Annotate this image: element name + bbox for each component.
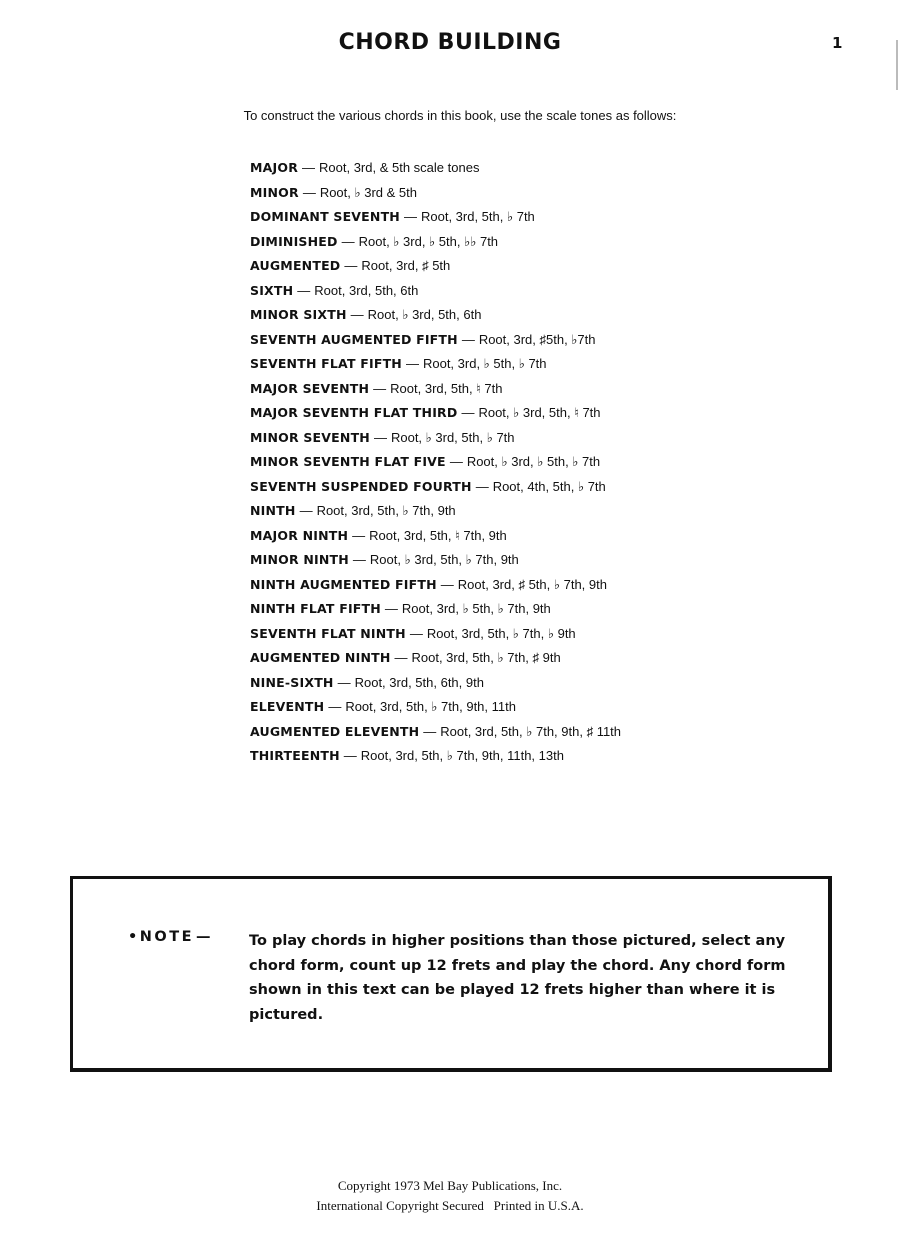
page-edge-mark bbox=[896, 40, 898, 90]
chord-name: NINTH FLAT FIFTH bbox=[250, 601, 381, 616]
note-dash: — bbox=[196, 929, 211, 945]
chord-row bbox=[250, 230, 621, 255]
note-label-text: •NOTE bbox=[128, 929, 195, 945]
chord-dash: — bbox=[461, 405, 475, 420]
chord-row bbox=[250, 744, 621, 769]
chord-row bbox=[250, 156, 621, 181]
chord-name: SIXTH bbox=[250, 282, 294, 298]
chord-tones: Root, 3rd, ♭ 5th, ♭ 7th, 9th bbox=[401, 601, 551, 616]
chord-tones: Root, ♭ 3rd, 5th, 6th bbox=[367, 307, 482, 322]
chord-row bbox=[250, 573, 621, 598]
chord-row bbox=[250, 328, 621, 353]
chord-dash: — bbox=[350, 307, 364, 322]
chord-name: NINE-SIXTH bbox=[250, 674, 334, 690]
chord-dash: — bbox=[299, 503, 313, 518]
note-box bbox=[70, 876, 832, 1072]
chord-name: SEVENTH AUGMENTED FIFTH bbox=[250, 331, 458, 347]
chord-name: SEVENTH SUSPENDED FOURTH bbox=[250, 478, 472, 494]
chord-dash: — bbox=[423, 723, 437, 739]
chord-tones: Root, 3rd, 5th, ♭ 7th bbox=[420, 209, 535, 224]
chord-tones: Root, 3rd, 5th, ♭ 7th, ♯ 9th bbox=[411, 650, 561, 665]
chord-name: SEVENTH FLAT NINTH bbox=[250, 625, 406, 641]
chord-dash: — bbox=[344, 258, 358, 273]
chord-row bbox=[250, 279, 621, 304]
chord-tones: Root, 3rd, 5th, 6th bbox=[314, 282, 419, 298]
chord-tones: Root, 3rd, ♯ 5th bbox=[361, 258, 451, 273]
chord-row bbox=[250, 181, 621, 206]
chord-row bbox=[250, 524, 621, 549]
page-number: 1 bbox=[832, 34, 843, 52]
copyright-footer bbox=[0, 1176, 900, 1216]
chord-row bbox=[250, 450, 621, 475]
chord-name: MINOR SIXTH bbox=[250, 307, 347, 322]
chord-row bbox=[250, 720, 621, 745]
copyright-line: Copyright 1973 Mel Bay Publications, Inc. bbox=[337, 1178, 563, 1193]
chord-row bbox=[250, 475, 621, 500]
chord-name: MAJOR SEVENTH FLAT THIRD bbox=[250, 405, 458, 420]
chord-name: NINTH bbox=[250, 503, 296, 518]
chord-row bbox=[250, 597, 621, 622]
chord-tones: Root, 3rd, & 5th scale tones bbox=[319, 160, 480, 175]
chord-row bbox=[250, 377, 621, 402]
chord-row bbox=[250, 303, 621, 328]
chord-tones: Root, 3rd, 5th, ♭ 7th, 9th, 11th, 13th bbox=[360, 748, 564, 763]
chord-name: MAJOR bbox=[250, 160, 299, 175]
chord-name: SEVENTH FLAT FIFTH bbox=[250, 356, 402, 371]
page-title: CHORD BUILDING bbox=[338, 30, 562, 55]
chord-tones: Root, 3rd, ♯5th, ♭7th bbox=[478, 331, 596, 347]
chord-row bbox=[250, 695, 621, 720]
chord-dash: — bbox=[343, 748, 357, 763]
chord-tones: Root, 3rd, 5th, ♮ 7th bbox=[390, 380, 503, 396]
chord-row bbox=[250, 622, 621, 647]
chord-dash: — bbox=[440, 576, 454, 592]
chord-name: MAJOR SEVENTH bbox=[250, 380, 370, 396]
chord-dash: — bbox=[461, 331, 475, 347]
chord-name: NINTH AUGMENTED FIFTH bbox=[250, 576, 437, 592]
chord-dash: — bbox=[302, 184, 316, 200]
chord-tones: Root, 3rd, 5th, 6th, 9th bbox=[354, 674, 484, 690]
chord-row bbox=[250, 254, 621, 279]
chord-dash: — bbox=[341, 233, 355, 249]
chord-name: MINOR NINTH bbox=[250, 552, 349, 567]
chord-list bbox=[250, 156, 621, 769]
chord-name: AUGMENTED ELEVENTH bbox=[250, 723, 420, 739]
chord-tones: Root, 3rd, 5th, ♭ 7th, 9th, 11th bbox=[345, 699, 516, 714]
chord-tones: Root, ♭ 3rd, ♭ 5th, ♭♭ 7th bbox=[358, 233, 499, 249]
chord-tones: Root, ♭ 3rd, ♭ 5th, ♭ 7th bbox=[466, 454, 601, 469]
chord-dash: — bbox=[337, 674, 351, 690]
chord-dash: — bbox=[475, 478, 489, 494]
chord-dash: — bbox=[352, 527, 366, 543]
chord-dash: — bbox=[297, 282, 311, 298]
chord-tones: Root, ♭ 3rd, 5th, ♭ 7th, 9th bbox=[369, 552, 519, 567]
chord-tones: Root, ♭ 3rd & 5th bbox=[319, 184, 417, 200]
chord-dash: — bbox=[384, 601, 398, 616]
chord-row bbox=[250, 205, 621, 230]
chord-tones: Root, 3rd, ♭ 5th, ♭ 7th bbox=[422, 356, 547, 371]
chord-row bbox=[250, 499, 621, 524]
chord-dash: — bbox=[352, 552, 366, 567]
chord-name: DIMINISHED bbox=[250, 233, 338, 249]
chord-dash: — bbox=[405, 356, 419, 371]
chord-dash: — bbox=[409, 625, 423, 641]
chord-tones: Root, 3rd, 5th, ♭ 7th, 9th bbox=[316, 503, 456, 518]
chord-tones: Root, 3rd, 5th, ♮ 7th, 9th bbox=[369, 527, 507, 543]
chord-name: AUGMENTED bbox=[250, 258, 341, 273]
chord-name: ELEVENTH bbox=[250, 699, 325, 714]
chord-tones: Root, 3rd, 5th, ♭ 7th, ♭ 9th bbox=[426, 625, 576, 641]
chord-row bbox=[250, 426, 621, 451]
chord-row bbox=[250, 548, 621, 573]
chord-row bbox=[250, 671, 621, 696]
chord-name: MINOR SEVENTH bbox=[250, 429, 370, 445]
chord-name: MINOR bbox=[250, 184, 299, 200]
note-label bbox=[128, 929, 211, 945]
chord-dash: — bbox=[302, 160, 316, 175]
chord-name: MINOR SEVENTH FLAT FIVE bbox=[250, 454, 446, 469]
chord-tones: Root, 4th, 5th, ♭ 7th bbox=[492, 478, 606, 494]
chord-row bbox=[250, 401, 621, 426]
chord-tones: Root, 3rd, 5th, ♭ 7th, 9th, ♯ 11th bbox=[440, 723, 622, 739]
chord-name: DOMINANT SEVENTH bbox=[250, 209, 400, 224]
chord-dash: — bbox=[328, 699, 342, 714]
chord-tones: Root, ♭ 3rd, 5th, ♭ 7th bbox=[390, 429, 515, 445]
chord-dash: — bbox=[373, 429, 387, 445]
chord-name: AUGMENTED NINTH bbox=[250, 650, 391, 665]
chord-tones: Root, 3rd, ♯ 5th, ♭ 7th, 9th bbox=[457, 576, 607, 592]
chord-dash: — bbox=[403, 209, 417, 224]
chord-name: MAJOR NINTH bbox=[250, 527, 349, 543]
chord-row bbox=[250, 646, 621, 671]
chord-tones: Root, ♭ 3rd, 5th, ♮ 7th bbox=[478, 405, 601, 420]
intro-text: To construct the various chords in this book, use the scale tones as follows: bbox=[243, 108, 677, 123]
chord-dash: — bbox=[394, 650, 408, 665]
chord-dash: — bbox=[449, 454, 463, 469]
note-text: To play chords in higher positions than those pictured, select any chord form, count up 12 frets and play the chord. Any chord form shown in this text can be played 12 frets higher than where it is pictured. bbox=[249, 933, 786, 1023]
rights-line: International Copyright Secured Printed in U.S.A. bbox=[316, 1198, 584, 1213]
chord-row bbox=[250, 352, 621, 377]
chord-dash: — bbox=[373, 380, 387, 396]
chord-name: THIRTEENTH bbox=[250, 748, 340, 763]
